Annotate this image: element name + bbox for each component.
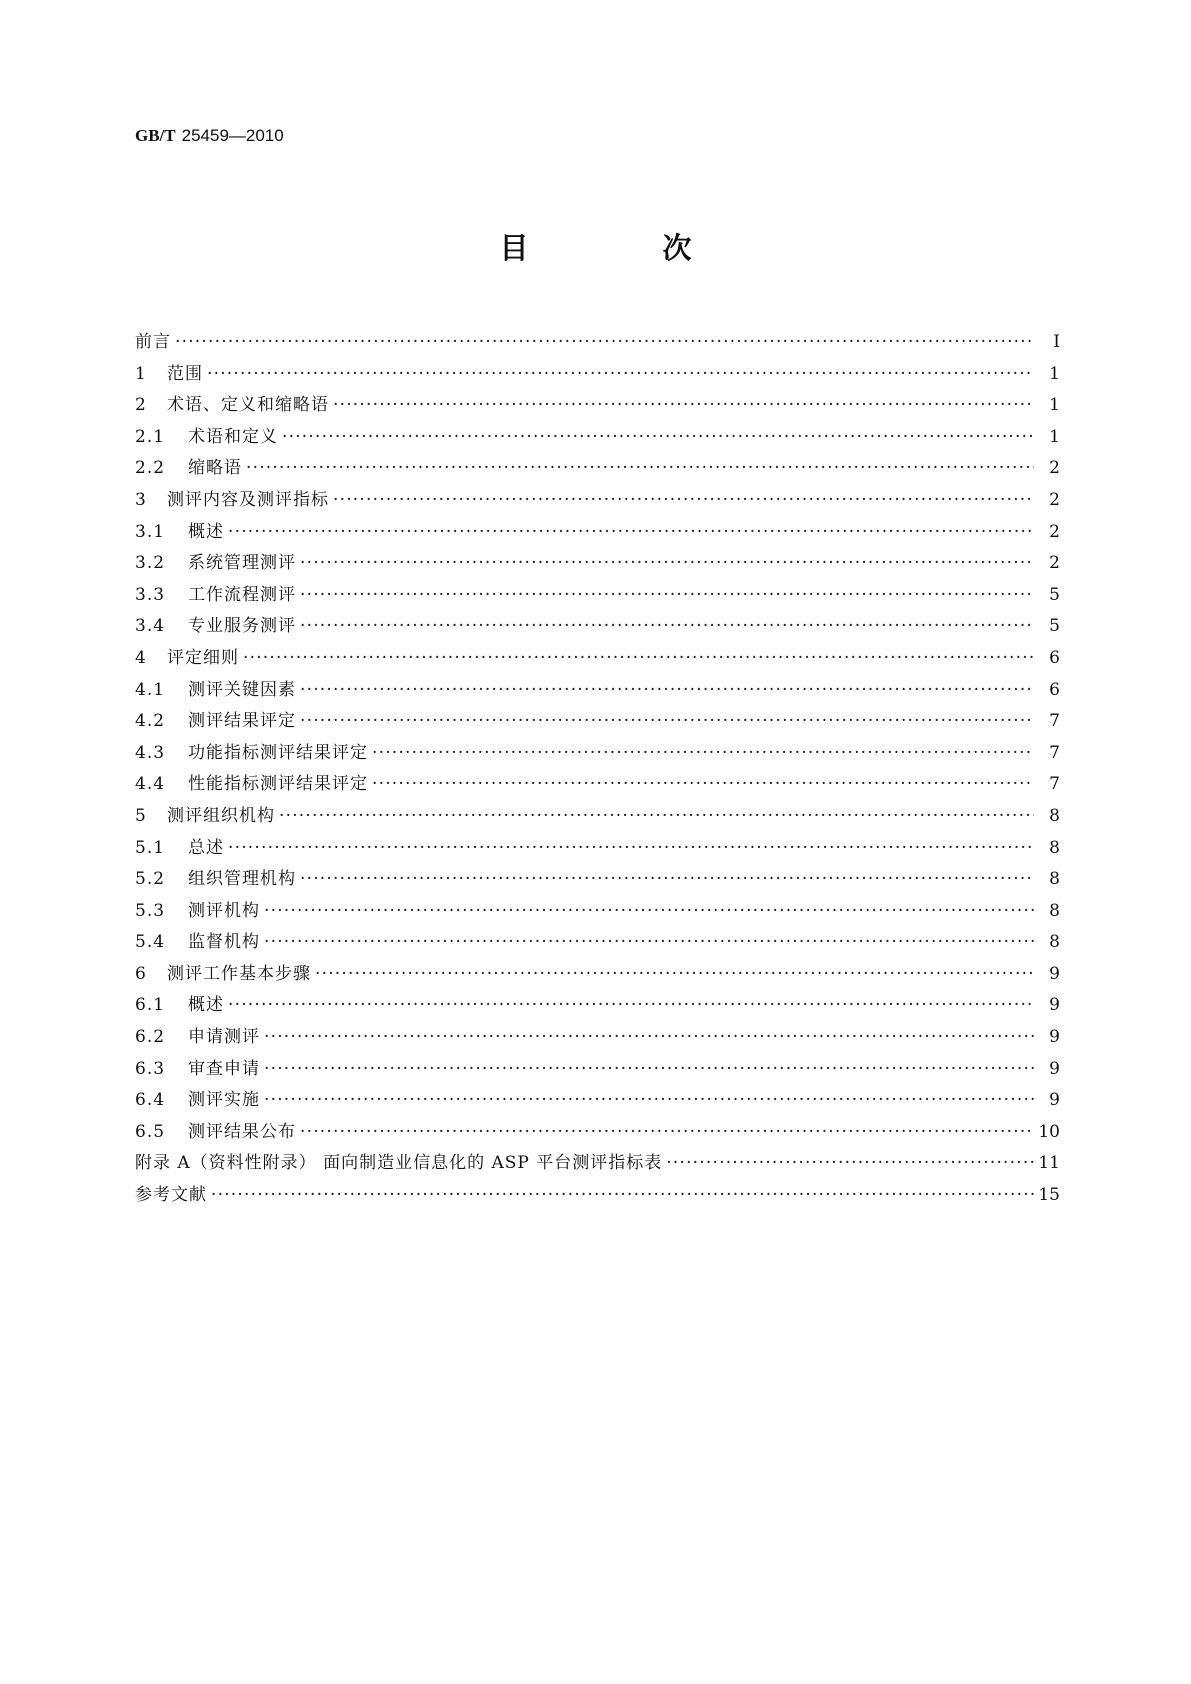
toc-entry-text: 申请测评 — [188, 1027, 260, 1048]
toc-entry-label — [135, 675, 300, 700]
toc-entry-number: 3.1 — [135, 521, 166, 542]
toc-dot-leader — [264, 901, 1034, 921]
toc-dot-leader — [300, 585, 1034, 605]
toc-entry-page: 2 — [1049, 458, 1060, 479]
toc-entry[interactable] — [135, 1054, 1060, 1086]
toc-dot-leader — [372, 743, 1034, 763]
toc-entry-page: 5 — [1049, 616, 1060, 637]
toc-entry-label — [135, 769, 372, 794]
toc-entry-number: 6 — [135, 963, 147, 984]
toc-entry[interactable] — [135, 580, 1060, 612]
toc-entry-label — [135, 422, 282, 447]
toc-entry-page: 1 — [1049, 363, 1060, 384]
toc-entry[interactable] — [135, 517, 1060, 549]
toc-entry-label — [135, 1148, 666, 1173]
toc-entry-label — [135, 864, 300, 889]
toc-entry-label — [135, 453, 246, 478]
toc-entry-text: 测评工作基本步骤 — [167, 963, 311, 984]
toc-entry-page: 8 — [1049, 869, 1060, 890]
toc-entry-page: 8 — [1049, 932, 1060, 953]
toc-entry-number: 6.2 — [135, 1027, 166, 1048]
toc-entry-page: 11 — [1038, 1153, 1060, 1174]
toc-entry[interactable] — [135, 1022, 1060, 1054]
toc-dot-leader — [300, 553, 1034, 573]
toc-entry-text: 测评机构 — [188, 900, 260, 921]
toc-entry-page: 1 — [1049, 426, 1060, 447]
toc-entry-page: 6 — [1049, 647, 1060, 668]
toc-entry[interactable] — [135, 864, 1060, 896]
toc-dot-leader — [264, 932, 1034, 952]
toc-entry[interactable] — [135, 1085, 1060, 1117]
toc-dot-leader — [264, 1090, 1034, 1110]
toc-entry[interactable] — [135, 643, 1060, 675]
toc-entry-text: 组织管理机构 — [188, 869, 296, 890]
toc-entry-text: 测评关键因素 — [188, 679, 296, 700]
toc-entry[interactable] — [135, 675, 1060, 707]
toc-entry-text: 工作流程测评 — [188, 584, 296, 605]
toc-entry[interactable] — [135, 738, 1060, 770]
toc-entry-number: 2 — [135, 395, 147, 416]
toc-entry-label — [135, 706, 300, 731]
toc-entry-page: 9 — [1049, 995, 1060, 1016]
toc-entry-page: 8 — [1049, 805, 1060, 826]
toc-entry-page: 7 — [1049, 774, 1060, 795]
toc-entry-page: 2 — [1049, 489, 1060, 510]
toc-entry[interactable] — [135, 959, 1060, 991]
toc-dot-leader — [228, 838, 1034, 858]
toc-entry-text: 审查申请 — [188, 1058, 260, 1079]
toc-entry-text: 范围 — [167, 363, 203, 384]
toc-dot-leader — [211, 1185, 1034, 1205]
toc-entry[interactable] — [135, 485, 1060, 517]
table-of-contents — [135, 327, 1060, 1212]
toc-entry-label — [135, 1085, 264, 1110]
toc-entry-number: 5.4 — [135, 932, 166, 953]
toc-entry-page: 15 — [1038, 1185, 1060, 1206]
toc-entry-label — [135, 327, 175, 352]
toc-entry-text: 概述 — [188, 995, 224, 1016]
toc-entry-page: 8 — [1049, 900, 1060, 921]
toc-entry-text: 附录 A（资料性附录） 面向制造业信息化的 ASP 平台测评指标表 — [135, 1153, 663, 1174]
toc-entry-number: 1 — [135, 363, 147, 384]
toc-entry[interactable] — [135, 611, 1060, 643]
toc-entry-page: 9 — [1049, 1027, 1060, 1048]
toc-entry-label — [135, 738, 372, 763]
toc-entry[interactable] — [135, 801, 1060, 833]
toc-dot-leader — [207, 364, 1034, 384]
toc-entry-text: 监督机构 — [188, 932, 260, 953]
toc-entry-text: 概述 — [188, 521, 224, 542]
toc-entry-label — [135, 359, 207, 384]
toc-entry[interactable] — [135, 927, 1060, 959]
toc-dot-leader — [666, 1153, 1034, 1173]
toc-entry-text: 前言 — [135, 332, 171, 352]
standard-code-number: 25459—2010 — [181, 126, 284, 145]
toc-entry-text: 测评内容及测评指标 — [167, 489, 329, 510]
toc-dot-leader — [333, 395, 1034, 415]
toc-entry[interactable] — [135, 896, 1060, 928]
toc-entry[interactable] — [135, 359, 1060, 391]
toc-entry-label — [135, 390, 333, 415]
toc-entry-number: 6.5 — [135, 1121, 166, 1142]
toc-entry-number: 3 — [135, 489, 147, 510]
toc-entry-page: 10 — [1038, 1121, 1060, 1142]
toc-entry-text: 缩略语 — [188, 458, 242, 479]
toc-entry-number: 4.4 — [135, 774, 166, 795]
toc-entry-label — [135, 580, 300, 605]
standard-code-prefix: GB/T — [135, 126, 176, 145]
toc-entry-label — [135, 517, 228, 542]
toc-entry[interactable] — [135, 390, 1060, 422]
toc-dot-leader — [175, 332, 1034, 352]
toc-entry-number: 3.3 — [135, 584, 166, 605]
toc-entry-label — [135, 990, 228, 1015]
toc-entry-number: 5.1 — [135, 837, 166, 858]
toc-entry-text: 测评结果公布 — [188, 1121, 296, 1142]
toc-entry-label — [135, 1180, 211, 1205]
toc-dot-leader — [264, 1059, 1034, 1079]
toc-entry[interactable] — [135, 453, 1060, 485]
toc-entry-number: 5.2 — [135, 869, 166, 890]
toc-entry[interactable] — [135, 769, 1060, 801]
toc-dot-leader — [372, 774, 1034, 794]
toc-entry-number: 5.3 — [135, 900, 166, 921]
toc-entry-page: 8 — [1049, 837, 1060, 858]
toc-entry-number: 2.2 — [135, 458, 166, 479]
toc-entry-label — [135, 896, 264, 921]
toc-dot-leader — [315, 964, 1034, 984]
toc-entry-number: 4.2 — [135, 711, 166, 732]
toc-entry-label — [135, 833, 228, 858]
toc-entry-number: 2.1 — [135, 426, 166, 447]
toc-entry-page: 7 — [1049, 711, 1060, 732]
toc-dot-leader — [279, 806, 1034, 826]
toc-entry-number: 4.3 — [135, 742, 166, 763]
toc-entry[interactable] — [135, 422, 1060, 454]
toc-entry-page: 9 — [1049, 1090, 1060, 1111]
toc-entry[interactable] — [135, 1148, 1060, 1180]
toc-entry[interactable] — [135, 1180, 1060, 1212]
toc-entry-page: 5 — [1049, 584, 1060, 605]
toc-dot-leader — [228, 522, 1034, 542]
toc-dot-leader — [228, 995, 1034, 1015]
toc-entry-label — [135, 801, 279, 826]
toc-entry-number: 6.4 — [135, 1090, 166, 1111]
toc-entry-number: 5 — [135, 805, 147, 826]
toc-entry-label — [135, 1117, 300, 1142]
toc-entry-label — [135, 643, 243, 668]
toc-entry-page: 2 — [1049, 553, 1060, 574]
toc-entry-label — [135, 1054, 264, 1079]
toc-entry-page: Ⅰ — [1053, 332, 1060, 352]
toc-entry-text: 测评结果评定 — [188, 711, 296, 732]
toc-entry-text: 测评组织机构 — [167, 805, 275, 826]
toc-dot-leader — [333, 490, 1034, 510]
toc-entry-number: 4.1 — [135, 679, 166, 700]
toc-entry[interactable] — [135, 327, 1060, 359]
toc-entry-text: 功能指标测评结果评定 — [188, 742, 368, 763]
toc-dot-leader — [243, 648, 1034, 668]
toc-dot-leader — [300, 711, 1034, 731]
toc-entry-text: 术语和定义 — [188, 426, 278, 447]
toc-dot-leader — [246, 458, 1034, 478]
toc-entry-page: 1 — [1049, 395, 1060, 416]
toc-title: 目 次 — [499, 231, 754, 265]
toc-entry-label — [135, 927, 264, 952]
toc-dot-leader — [300, 1122, 1034, 1142]
toc-entry-label — [135, 548, 300, 573]
toc-entry-text: 性能指标测评结果评定 — [188, 774, 368, 795]
toc-entry-text: 总述 — [188, 837, 224, 858]
toc-entry-text: 测评实施 — [188, 1090, 260, 1111]
toc-dot-leader — [300, 680, 1034, 700]
toc-entry-number: 3.4 — [135, 616, 166, 637]
toc-entry-text: 术语、定义和缩略语 — [167, 395, 329, 416]
toc-entry[interactable] — [135, 833, 1060, 865]
toc-entry[interactable] — [135, 990, 1060, 1022]
toc-entry-page: 9 — [1049, 1058, 1060, 1079]
toc-entry-label — [135, 611, 300, 636]
toc-entry-text: 系统管理测评 — [188, 553, 296, 574]
toc-entry-text: 评定细则 — [167, 647, 239, 668]
toc-entry-page: 9 — [1049, 963, 1060, 984]
toc-entry-text: 参考文献 — [135, 1185, 207, 1206]
toc-entry[interactable] — [135, 1117, 1060, 1149]
toc-entry-label — [135, 1022, 264, 1047]
toc-entry-label — [135, 485, 333, 510]
toc-entry-page: 6 — [1049, 679, 1060, 700]
toc-dot-leader — [300, 616, 1034, 636]
toc-entry[interactable] — [135, 548, 1060, 580]
toc-entry[interactable] — [135, 706, 1060, 738]
toc-entry-label — [135, 959, 315, 984]
toc-entry-page: 2 — [1049, 521, 1060, 542]
toc-dot-leader — [282, 427, 1034, 447]
toc-entry-number: 3.2 — [135, 553, 166, 574]
toc-entry-number: 6.3 — [135, 1058, 166, 1079]
toc-dot-leader — [264, 1027, 1034, 1047]
toc-entry-text: 专业服务测评 — [188, 616, 296, 637]
toc-entry-number: 4 — [135, 647, 147, 668]
toc-dot-leader — [300, 869, 1034, 889]
toc-entry-page: 7 — [1049, 742, 1060, 763]
toc-entry-number: 6.1 — [135, 995, 166, 1016]
standard-code — [135, 126, 284, 146]
